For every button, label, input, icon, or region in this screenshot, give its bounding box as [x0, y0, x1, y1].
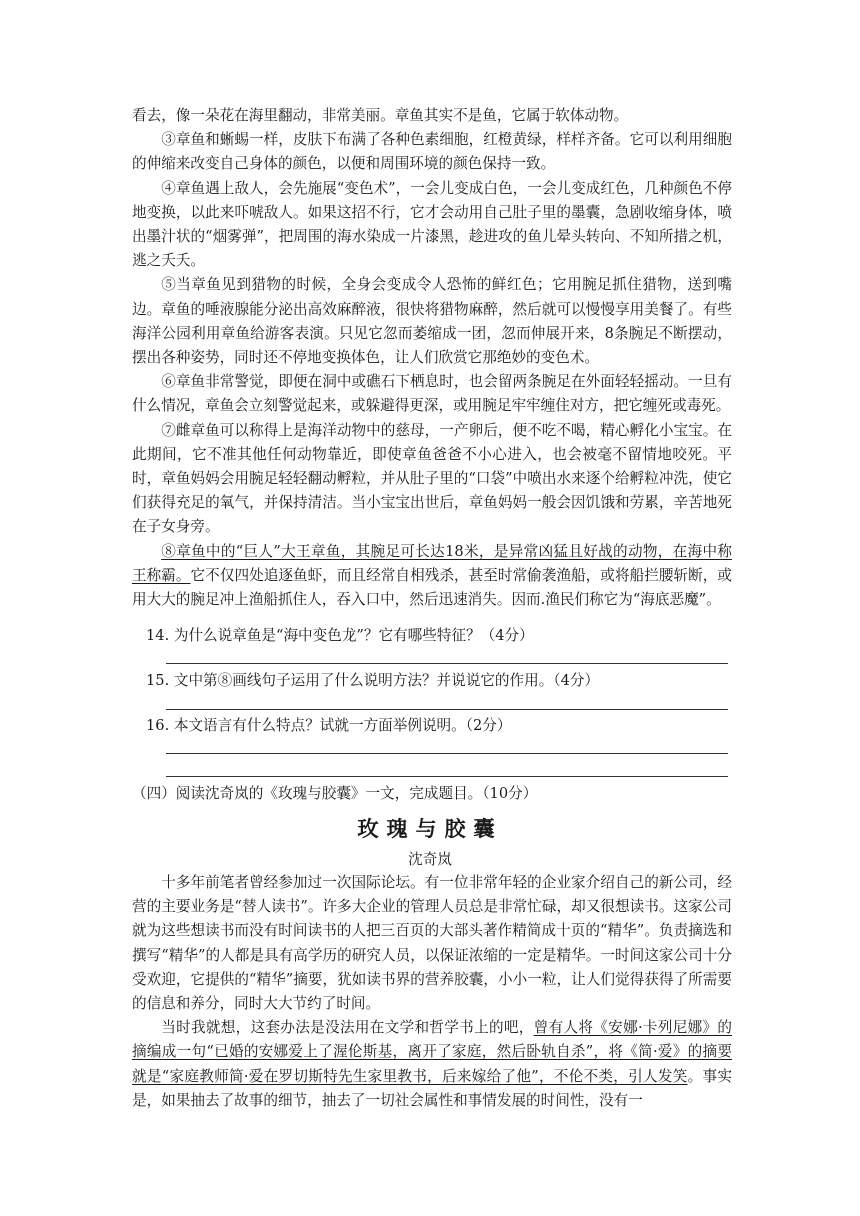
paragraph-2-end: 。事实是，如果抽去了故事的细节，抽去了一切社会属性和事情发展的时间性，没有一	[132, 1067, 732, 1109]
rose-capsule-article	[132, 871, 732, 1113]
underlined-sentence: 曾有人将《安娜·卡列尼娜》的摘编成一句“已婚的安娜爱上了渥伦斯基，离开了家庭，然后卧轨自杀”，将《简·爱》的摘要就是“家庭教师简·爱在罗切斯特先生家里教书，后来嫁给了他”，不伦不类，引人发笑	[132, 1019, 732, 1085]
paragraph-2	[132, 1016, 732, 1113]
paragraph-8-rest: 它不仅四处追逐鱼虾，而且经常自相残杀，甚至时常偷袭渔船，或将船拦腰斩断，或用大大的腕足冲上渔船抓住人，吞入口中，然后迅速消失。因而.渔民们称它为“海底恶魔”。	[132, 566, 732, 609]
paragraph-6: ⑥章鱼非常警觉，即便在洞中或礁石下栖息时，也会留两条腕足在外面轻轻摇动。一旦有什么情况，章鱼会立刻警觉起来，或躲避得更深，或用腕足牢牢缠住对方，把它缠死或毒死。	[132, 373, 732, 415]
paragraph-2-start: 当时我就想，这套办法是没法用在文学和哲学书上的吧，	[161, 1019, 534, 1037]
paragraph-1: 十多年前笔者曾经参加过一次国际论坛。有一位非常年轻的企业家介绍自己的新公司，经营的主要业务是“替人读书”。许多大企业的管理人员总是非常忙碌，却又很想读书。这家公司就为这些想读书而没有时间读书的人把三百页的大部头著作精简成十页的“精华”。负责摘选和撰写“精华”的人都是具有高学历的研究人员，以保证浓缩的一定是精华。一时间这家公司十分受欢迎，它提供的“精华”摘要，犹如读书界的营养胶囊，小小一粒，让人们觉得获得了所需要的信息和养分，同时大大节约了时间。	[132, 874, 732, 1013]
answer-line[interactable]	[166, 663, 728, 664]
octopus-article	[132, 104, 732, 612]
article-author: 沈奇岚	[408, 851, 452, 868]
answer-line[interactable]	[166, 776, 728, 777]
underlined-sentence: ⑧章鱼中的“巨人”大王章鱼，其腕足可长达18米，是异常凶猛且好战的动物，在海中称王称霸。	[132, 542, 732, 584]
paragraph-3: ③章鱼和蜥蜴一样，皮肤下布满了各种色素细胞，红橙黄绿，样样齐备。它可以利用细胞的伸缩来改变自己身体的颜色，以便和周围环境的颜色保持一致。	[132, 131, 732, 173]
answer-line[interactable]	[166, 753, 728, 754]
paragraph-4: ④章鱼遇上敌人，会先施展“变色术”，一会儿变成白色，一会儿变成红色，几种颜色不停地变换，以此来吓唬敌人。如果这招不行，它才会动用自己肚子里的墨囊，急剧收缩身体，喷出墨汁状的“烟雾弹”，把周围的海水染成一片漆黑，趁进攻的鱼儿晕头转向、不知所措之机，逃之夭夭。	[132, 179, 732, 270]
paragraph-8	[132, 540, 732, 613]
paragraph-7: ⑦雌章鱼可以称得上是海洋动物中的慈母，一产卵后，便不吃不喝，精心孵化小宝宝。在此期间，它不准其他任何动物靠近，即使章鱼爸爸不小心进入，也会被毫不留情地咬死。平时，章鱼妈妈会用腕足轻轻翻动孵粒，并从肚子里的“口袋”中喷出水来逐个给孵粒冲洗，使它们获得充足的氧气，并保持清洁。当小宝宝出世后，章鱼妈妈一般会因饥饿和劳累，辛苦地死在子女身旁。	[132, 421, 732, 536]
question-15: 15. 文中第⑧画线句子运用了什么说明方法？并说说它的作用。（4分）	[146, 672, 600, 689]
question-16: 16. 本文语言有什么特点？试就一方面举例说明。（2分）	[146, 717, 512, 734]
question-14: 14. 为什么说章鱼是“海中变色龙”？它有哪些特征？（4分）	[146, 627, 534, 644]
section-4-intro: （四）阅读沈奇岚的《玫瑰与胶囊》一文，完成题目。（10分）	[132, 785, 538, 802]
answer-line[interactable]	[166, 709, 728, 710]
article-title: 玫瑰与胶囊	[357, 817, 503, 841]
paragraph-2-tail: 看去，像一朵花在海里翻动，非常美丽。章鱼其实不是鱼，它属于软体动物。	[132, 107, 629, 124]
paragraph-5: ⑤当章鱼见到猎物的时候，全身会变成令人恐怖的鲜红色；它用腕足抓住猎物，送到嘴边。章鱼的唾液腺能分泌出高效麻醉液，很快将猎物麻醉，然后就可以慢慢享用美餐了。有些海洋公园利用章鱼给游客表演。只见它忽而萎缩成一团，忽而伸展开来，8条腕足不断摆动，摆出各种姿势，同时还不停地变换体色，让人们欣赏它那绝妙的变色术。	[132, 276, 732, 367]
